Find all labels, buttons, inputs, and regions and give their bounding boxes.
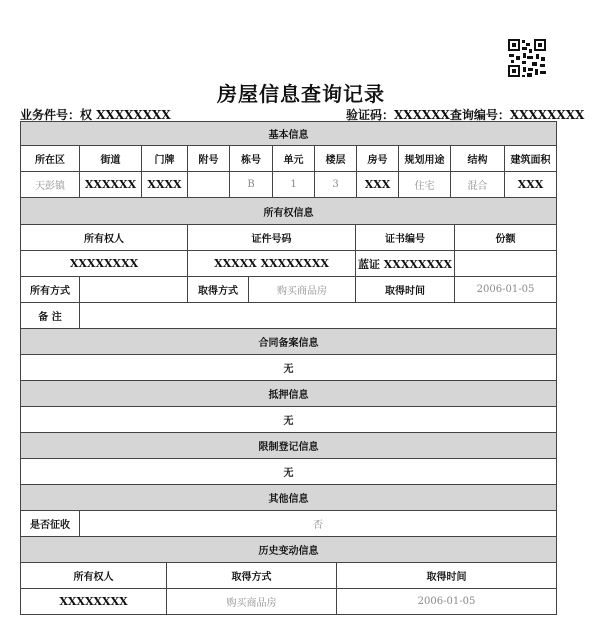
value-owner: XXXXXXXX (21, 251, 188, 277)
basic-info-table (20, 121, 557, 198)
history-header-owner: 所有权人 (21, 563, 167, 589)
label-acquisition-time: 取得时间 (356, 277, 455, 303)
value-floor-area: XXX (505, 172, 557, 198)
value-acquisition-method: 购买商品房 (249, 277, 356, 303)
header-planned-use: 规划用途 (399, 146, 451, 172)
header-certificate-number: 证书编号 (356, 225, 455, 251)
header-room-no: 房号 (357, 146, 399, 172)
page-title: 房屋信息查询记录 (217, 82, 385, 106)
header-district: 所在区 (21, 146, 80, 172)
value-restriction: 无 (21, 459, 557, 485)
history-header-acquisition-time: 取得时间 (337, 563, 557, 589)
value-building-no: B (230, 172, 273, 198)
value-structure: 混合 (451, 172, 505, 198)
value-id-number: XXXXX XXXXXXXX (188, 251, 356, 277)
header-floor-area: 建筑面积 (505, 146, 557, 172)
header-street: 街道 (80, 146, 142, 172)
section-contract-filing: 合同备案信息 (21, 329, 557, 355)
status-info-table (20, 328, 557, 537)
section-history: 历史变动信息 (21, 537, 557, 563)
value-room-no: XXX (357, 172, 399, 198)
value-unit: 1 (273, 172, 315, 198)
section-basic-info: 基本信息 (21, 122, 557, 146)
value-share (455, 251, 557, 277)
section-restriction: 限制登记信息 (21, 433, 557, 459)
value-contract-filing: 无 (21, 355, 557, 381)
value-floor: 3 (315, 172, 357, 198)
header-structure: 结构 (451, 146, 505, 172)
business-number-label: 业务件号： (20, 108, 81, 122)
header-floor: 楼层 (315, 146, 357, 172)
value-acquisition-time: 2006-01-05 (455, 277, 557, 303)
header-doorplate: 门牌 (142, 146, 188, 172)
header-sub-number: 附号 (188, 146, 230, 172)
header-unit: 单元 (273, 146, 315, 172)
value-street: XXXXXX (80, 172, 142, 198)
value-district: 天彭镇 (21, 172, 80, 198)
header-id-number: 证件号码 (188, 225, 356, 251)
section-other-info: 其他信息 (21, 485, 557, 511)
history-value-acquisition-time: 2006-01-05 (337, 589, 557, 615)
value-remarks (80, 303, 557, 329)
qr-code-icon (507, 38, 547, 78)
label-ownership-mode: 所有方式 (21, 277, 80, 303)
header-building-no: 栋号 (230, 146, 273, 172)
history-table (20, 536, 557, 615)
label-remarks: 备 注 (21, 303, 80, 329)
label-acquisition-method: 取得方式 (188, 277, 249, 303)
business-number-value: 权 XXXXXXXX (80, 108, 171, 122)
history-value-acquisition-method: 购买商品房 (167, 589, 337, 615)
history-header-acquisition-method: 取得方式 (167, 563, 337, 589)
value-ownership-mode (80, 277, 188, 303)
value-certificate-number: 蓝证 XXXXXXXX (356, 251, 455, 277)
verify-query-number: 验证码：XXXXXX查询编号：XXXXXXXX (346, 108, 585, 122)
ownership-info-table (20, 197, 557, 329)
section-ownership-info: 所有权信息 (21, 198, 557, 225)
value-expropriation: 否 (80, 511, 557, 537)
header-owner: 所有权人 (21, 225, 188, 251)
section-mortgage: 抵押信息 (21, 381, 557, 407)
value-planned-use: 住宅 (399, 172, 451, 198)
value-doorplate: XXXX (142, 172, 188, 198)
header-share: 份额 (455, 225, 557, 251)
label-expropriation: 是否征收 (21, 511, 80, 537)
history-value-owner: XXXXXXXX (21, 589, 167, 615)
value-mortgage: 无 (21, 407, 557, 433)
value-sub-number (188, 172, 230, 198)
